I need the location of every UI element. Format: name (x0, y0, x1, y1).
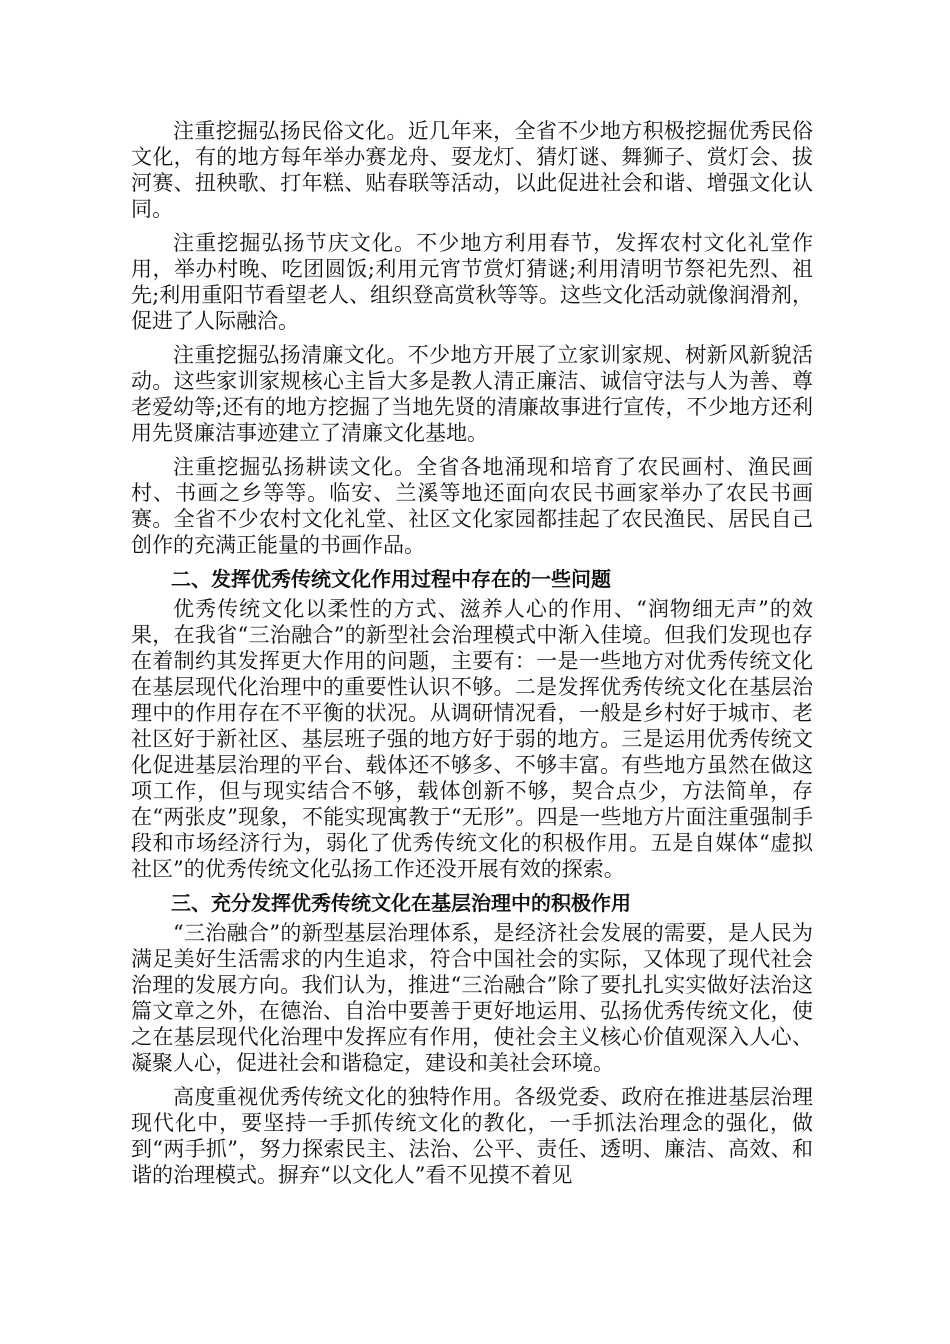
paragraph-integrity-culture: 注重挖掘弘扬清廉文化。不少地方开展了立家训家规、树新风新貌活动。这些家训家规核心主旨大多是教人清正廉洁、诚信守法与人为善、尊老爱幼等;还有的地方挖掘了当地先贤的清廉故事进行宣传，不少地方还利用先贤廉洁事迹建立了清廉文化基地。 (131, 343, 813, 445)
paragraph-three-governance: “三治融合”的新型基层治理体系，是经济社会发展的需要，是人民为满足美好生活需求的内生追求，符合中国社会的实际，又体现了现代社会治理的发展方向。我们认为，推进“三治融合”除了要扎扎实实做好法治这篇文章之外，在德治、自治中要善于更好地运用、弘扬优秀传统文化，使之在基层现代化治理中发挥应有作用，使社会主义核心价值观深入人心、凝聚人心，促进社会和谐稳定，建设和美社会环境。 (131, 921, 813, 1075)
paragraph-attach-importance: 高度重视优秀传统文化的独特作用。各级党委、政府在推进基层治理现代化中，要坚持一手抓传统文化的教化，一手抓法治理念的强化，做到“两手抓”，努力探索民主、法治、公平、责任、透明、廉洁、高效、和谐的治理模式。摒弃“以文化人”看不见摸不着见 (131, 1085, 813, 1187)
section-heading-role: 三、充分发挥优秀传统文化在基层治理中的积极作用 (171, 891, 631, 915)
paragraph-festival-culture: 注重挖掘弘扬节庆文化。不少地方利用春节，发挥农村文化礼堂作用，举办村晚、吃团圆饭;利用元宵节赏灯猜谜;利用清明节祭祀先烈、祖先;利用重阳节看望老人、组织登高赏秋等等。这些文化活动就像润滑剂，促进了人际融洽。 (131, 231, 813, 333)
document-page (131, 118, 813, 1196)
paragraph-farming-reading-culture: 注重挖掘弘扬耕读文化。全省各地涌现和培育了农民画村、渔民画村、书画之乡等等。临安、兰溪等地还面向农民书画家举办了农民书画赛。全省不少农村文化礼堂、社区文化家园都挂起了农民渔民、居民自己创作的充满正能量的书画作品。 (131, 455, 813, 557)
section-heading-problems: 二、发挥优秀传统文化作用过程中存在的一些问题 (171, 567, 611, 591)
paragraph-problems: 优秀传统文化以柔性的方式、滋养人心的作用、“润物细无声”的效果，在我省“三治融合”的新型社会治理模式中渐入佳境。但我们发现也存在着制约其发挥更大作用的问题，主要有：一是一些地方对优秀传统文化在基层现代化治理中的重要性认识不够。二是发挥优秀传统文化在基层治理中的作用存在不平衡的状况。从调研情况看，一般是乡村好于城市、老社区好于新社区、基层班子强的地方好于弱的地方。三是运用优秀传统文化促进基层治理的平台、载体还不够多、不够丰富。有些地方虽然在做这项工作，但与现实结合不够，载体创新不够，契合点少，方法简单，存在“两张皮”现象，不能实现寓教于“无形”。四是一些地方片面注重强制手段和市场经济行为，弱化了优秀传统文化的积极作用。五是自媒体“虚拟社区”的优秀传统文化弘扬工作还没开展有效的探索。 (131, 597, 813, 881)
paragraph-folk-culture: 注重挖掘弘扬民俗文化。近几年来，全省不少地方积极挖掘优秀民俗文化，有的地方每年举办赛龙舟、耍龙灯、猜灯谜、舞狮子、赏灯会、拔河赛、扭秧歌、打年糕、贴春联等活动，以此促进社会和谐、增强文化认同。 (131, 119, 813, 221)
